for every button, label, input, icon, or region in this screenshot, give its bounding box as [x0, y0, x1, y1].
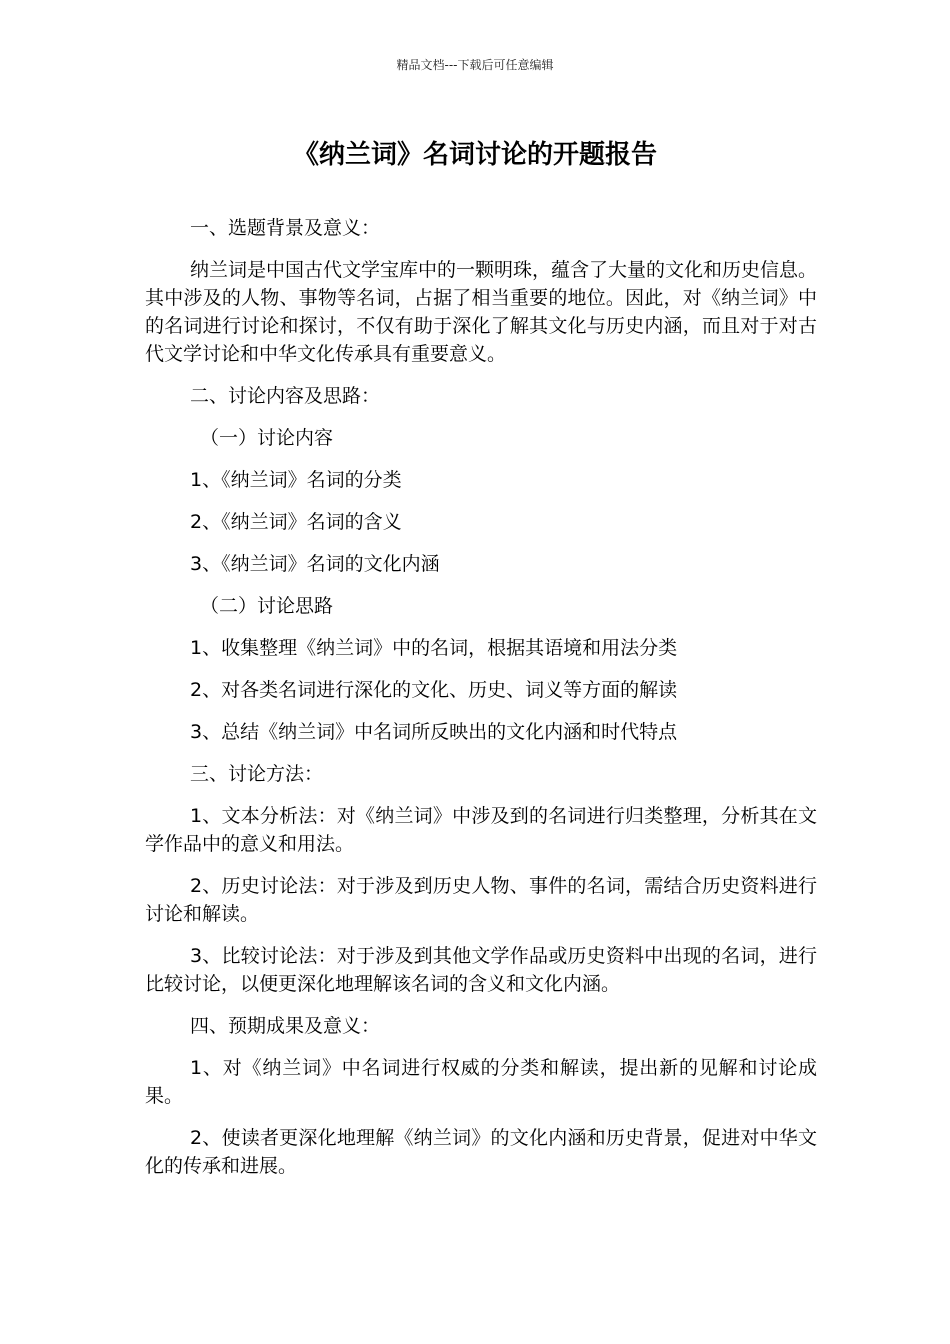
list-item: 2、《纳兰词》名词的含义: [190, 511, 402, 533]
section-heading-content: 二、讨论内容及思路：: [190, 385, 381, 407]
list-item: 2、历史讨论法：对于涉及到历史人物、事件的名词，需结合历史资料进行讨论和解读。: [145, 875, 817, 925]
running-header: 精品文档---下载后可任意编辑: [396, 58, 554, 72]
section-heading-background: 一、选题背景及意义：: [190, 217, 381, 239]
document-title: 《纳兰词》名词讨论的开题报告: [292, 140, 657, 170]
section-heading-outcomes: 四、预期成果及意义：: [190, 1015, 381, 1037]
list-item: 1、《纳兰词》名词的分类: [190, 469, 402, 491]
list-item: 1、对《纳兰词》中名词进行权威的分类和解读，提出新的见解和讨论成果。: [145, 1057, 817, 1107]
section-heading-methods: 三、讨论方法：: [190, 763, 324, 785]
paragraph-background: 纳兰词是中国古代文学宝库中的一颗明珠，蕴含了大量的文化和历史信息。其中涉及的人物、事物等名词，占据了相当重要的地位。因此，对《纳兰词》中的名词进行讨论和探讨，不仅有助于深化了解其文化与历史内涵，而且对于对古代文学讨论和中华文化传承具有重要意义。: [145, 259, 818, 365]
list-item: 2、使读者更深化地理解《纳兰词》的文化内涵和历史背景，促进对中华文化的传承和进展。: [145, 1127, 817, 1177]
subheading-content: （一）讨论内容: [200, 427, 334, 449]
list-item: 2、对各类名词进行深化的文化、历史、词义等方面的解读: [190, 679, 678, 701]
list-item: 3、总结《纳兰词》中名词所反映出的文化内涵和时代特点: [190, 721, 678, 743]
subheading-approach: （二）讨论思路: [200, 595, 334, 617]
document-body: [145, 214, 817, 1194]
list-item: 1、收集整理《纳兰词》中的名词，根据其语境和用法分类: [190, 637, 678, 659]
list-item: 3、《纳兰词》名词的文化内涵: [190, 553, 440, 575]
list-item: 1、文本分析法：对《纳兰词》中涉及到的名词进行归类整理，分析其在文学作品中的意义和用法。: [145, 805, 817, 855]
list-item: 3、比较讨论法：对于涉及到其他文学作品或历史资料中出现的名词，进行比较讨论，以便更深化地理解该名词的含义和文化内涵。: [145, 945, 817, 995]
